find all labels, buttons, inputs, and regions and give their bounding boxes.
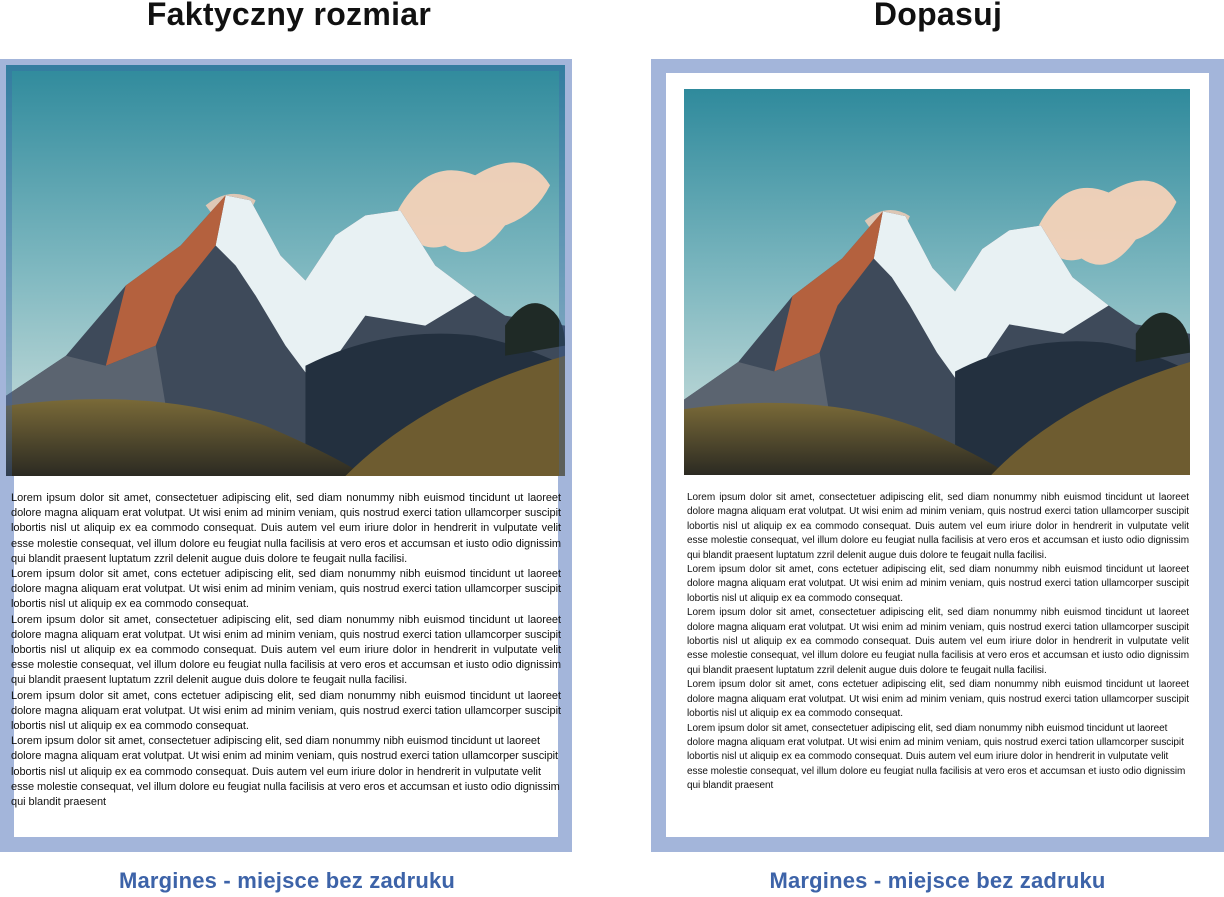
paragraph: Lorem ipsum dolor sit amet, cons ectetuer adipiscing elit, sed diam nonummy nibh euismod tincidunt ut laoreet dolore magna aliquam erat volutpat. Ut wisi enim ad minim veniam, quis nostrud exerci tation ullamcorper suscipit lobortis nisl ut aliquip ex ea commodo consequat. xyxy=(687,564,1189,604)
paragraph: Lorem ipsum dolor sit amet, consectetuer adipiscing elit, sed diam nonummy nibh euismod tincidunt ut laoreet dolore magna aliquam erat volutpat. Ut wisi enim ad minim veniam, quis nostrud exerci tation ullamcorper suscipit lobortis nisl ut aliquip ex ea commodo consequat. Duis autem vel eum iriure dolor in hendrerit in vulputate velit esse molestie consequat, vel illum dolore eu feugiat nulla facilisis at vero eros et accumsan et iusto odio dignissim qui blandit praesent xyxy=(687,722,1186,792)
left-mountain-photo xyxy=(6,65,565,476)
right-mountain-photo xyxy=(684,89,1190,475)
paragraph: Lorem ipsum dolor sit amet, consectetuer adipiscing elit, sed diam nonummy nibh euismod tincidunt ut laoreet dolore magna aliquam erat volutpat. Ut wisi enim ad minim veniam, quis nostrud exerci tation ullamcorper suscipit lobortis nisl ut aliquip ex ea commodo consequat. Duis autem vel eum iriure dolor in hendrerit in vulputate velit esse molestie consequat, vel illum dolore eu feugiat nulla facilisis at vero eros et accumsan et iusto odio dignissim qui blandit praesent luptatum zzril delenit augue duis dolore te feugait nulla facilisi. xyxy=(11,492,561,565)
paragraph: Lorem ipsum dolor sit amet, cons ectetuer adipiscing elit, sed diam nonummy nibh euismod tincidunt ut laoreet dolore magna aliquam erat volutpat. Ut wisi enim ad minim veniam, quis nostrud exerci tation ullamcorper suscipit lobortis nisl ut aliquip ex ea commodo consequat. xyxy=(11,689,561,733)
mountain-photo-icon xyxy=(684,89,1190,475)
mountain-photo-icon xyxy=(6,65,565,476)
left-body-text xyxy=(11,491,561,810)
left-panel-title: Faktyczny rozmiar xyxy=(146,0,432,32)
right-margin-caption: Margines - miejsce bez zadruku xyxy=(769,868,1106,893)
paragraph: Lorem ipsum dolor sit amet, consectetuer adipiscing elit, sed diam nonummy nibh euismod tincidunt ut laoreet dolore magna aliquam erat volutpat. Ut wisi enim ad minim veniam, quis nostrud exerci tation ullamcorper suscipit lobortis nisl ut aliquip ex ea commodo consequat. Duis autem vel eum iriure dolor in hendrerit in vulputate velit esse molestie consequat, vel illum dolore eu feugiat nulla facilisis at vero eros et accumsan et iusto odio dignissim qui blandit praesent luptatum zzril delenit augue duis dolore te feugait nulla facilisi. xyxy=(687,492,1189,561)
left-margin-caption: Margines - miejsce bez zadruku xyxy=(118,868,456,893)
right-panel-title: Dopasuj xyxy=(873,0,1003,32)
paragraph: Lorem ipsum dolor sit amet, cons ectetuer adipiscing elit, sed diam nonummy nibh euismod tincidunt ut laoreet dolore magna aliquam erat volutpat. Ut wisi enim ad minim veniam, quis nostrud exerci tation ullamcorper suscipit lobortis nisl ut aliquip ex ea commodo consequat. xyxy=(687,679,1189,720)
paragraph: Lorem ipsum dolor sit amet, cons ectetuer adipiscing elit, sed diam nonummy nibh euismod tincidunt ut laoreet dolore magna aliquam erat volutpat. Ut wisi enim ad minim veniam, quis nostrud exerci tation ullamcorper suscipit lobortis nisl ut aliquip ex ea commodo consequat. xyxy=(11,568,561,611)
paragraph: Lorem ipsum dolor sit amet, consectetuer adipiscing elit, sed diam nonummy nibh euismod tincidunt ut laoreet dolore magna aliquam erat volutpat. Ut wisi enim ad minim veniam, quis nostrud exerci tation ullamcorper suscipit lobortis nisl ut aliquip ex ea commodo consequat. Duis autem vel eum iriure dolor in hendrerit in vulputate velit esse molestie consequat, vel illum dolore eu feugiat nulla facilisis at vero eros et accumsan et iusto odio dignissim qui blandit praesent xyxy=(11,735,560,809)
right-body-text xyxy=(687,491,1189,794)
paragraph: Lorem ipsum dolor sit amet, consectetuer adipiscing elit, sed diam nonummy nibh euismod tincidunt ut laoreet dolore magna aliquam erat volutpat. Ut wisi enim ad minim veniam, quis nostrud exerci tation ullamcorper suscipit lobortis nisl ut aliquip ex ea commodo consequat. Duis autem vel eum iriure dolor in hendrerit in vulputate velit esse molestie consequat, vel illum dolore eu feugiat nulla facilisis at vero eros et accumsan et iusto odio dignissim qui blandit praesent luptatum zzril delenit augue duis dolore te feugait nulla facilisi. xyxy=(687,607,1189,676)
paragraph: Lorem ipsum dolor sit amet, consectetuer adipiscing elit, sed diam nonummy nibh euismod tincidunt ut laoreet dolore magna aliquam erat volutpat. Ut wisi enim ad minim veniam, quis nostrud exerci tation ullamcorper suscipit lobortis nisl ut aliquip ex ea commodo consequat. Duis autem vel eum iriure dolor in hendrerit in vulputate velit esse molestie consequat, vel illum dolore eu feugiat nulla facilisis at vero eros et accumsan et iusto odio dignissim qui blandit praesent luptatum zzril delenit augue duis dolore te feugait nulla facilisi. xyxy=(11,613,561,687)
